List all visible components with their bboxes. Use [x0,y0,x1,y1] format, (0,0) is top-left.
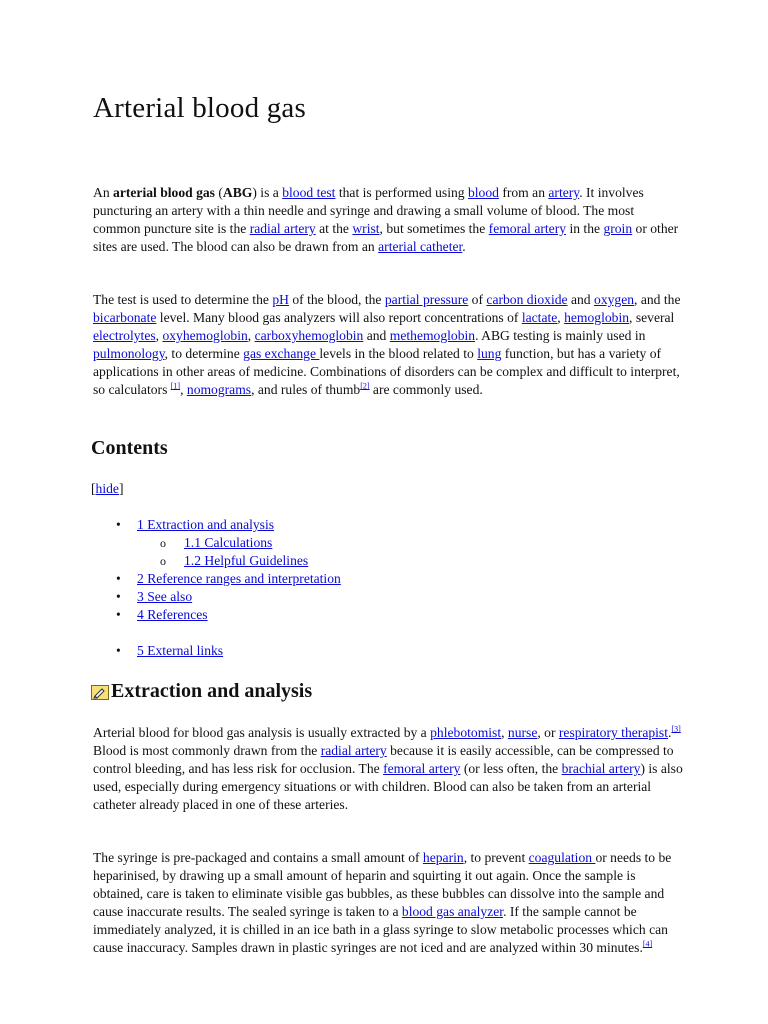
toc-item-external-links [93,642,223,660]
text-run: are commonly used. [369,382,483,397]
extraction-paragraph-2 [93,849,683,957]
text-run: . It involves puncturing an artery with a thin needle and syringe and drawing a small volume of blood. The most common puncture site is the [93,185,644,236]
text-run: ) is also used, especially during emergency situations or with children. Blood can also be taken from an arterial catheter already placed in one of these arteries. [93,761,683,812]
citation-link[interactable]: [4] [642,939,653,949]
text-run: An [93,185,114,200]
toc-link[interactable]: 4 References [137,607,208,622]
text-run: from an [498,185,549,200]
bold-term: arterial blood gas [113,185,215,200]
text-run: ) is a [252,185,283,200]
text-run: , to prevent [463,850,529,865]
citation-superscript [360,381,369,390]
text-run: Blood is most commonly drawn from the [93,743,321,758]
text-run: , [501,725,508,740]
edit-icon[interactable] [91,685,109,700]
inline-link[interactable]: partial pressure [384,292,469,307]
inline-link[interactable]: lung [477,346,502,361]
inline-link[interactable]: groin [603,221,633,236]
text-run: (or less often, the [460,761,562,776]
inline-link[interactable]: blood gas analyzer [401,904,504,919]
inline-link[interactable]: gas exchange [243,346,320,361]
text-run: . If the sample cannot be immediately analyzed, it is chilled in an ice bath in a glass syringe to slow metabolic processes which can cause inaccuracy. Samples drawn in plastic syringes are not iced and are analyzed within 30 minutes. [93,904,668,955]
intro-paragraph-1 [93,184,683,256]
inline-link[interactable]: blood [467,185,499,200]
citation-link[interactable]: [2] [360,381,370,391]
text-run: , but sometimes the [379,221,489,236]
text-run: . ABG testing is mainly used in [475,328,646,343]
citation-link[interactable]: [3] [671,724,681,734]
section-heading-extraction [91,680,312,703]
inline-link[interactable]: pulmonology [93,346,165,361]
inline-link[interactable]: oxygen [594,292,635,307]
section-title-text: Extraction and analysis [111,680,313,702]
inline-link[interactable]: femoral artery [383,761,461,776]
text-run: , and the [634,292,681,307]
inline-link[interactable]: wrist [352,221,380,236]
toc-link[interactable]: 1.1 Calculations [184,535,273,550]
text-run: of [468,292,487,307]
toc-link[interactable]: 1.2 Helpful Guidelines [184,553,309,568]
inline-link[interactable]: lactate [521,310,558,325]
toc-list-2 [93,642,223,660]
inline-link[interactable]: bicarbonate [93,310,157,325]
inline-link[interactable]: carboxyhemoglobin [254,328,364,343]
inline-link[interactable]: heparin [422,850,464,865]
toggle-close-bracket: ] [118,481,124,496]
text-run: , [557,310,565,325]
inline-link[interactable]: pH [272,292,289,307]
text-run: , and rules of thumb [251,382,361,397]
text-run: that is performed using [335,185,468,200]
toc-item-calculations [93,534,341,552]
inline-link[interactable]: brachial artery [561,761,641,776]
text-run: , to determine [164,346,244,361]
toc-link[interactable]: 3 See also [137,589,193,604]
text-run: The syringe is pre-packaged and contains a small amount of [93,850,423,865]
toc-link[interactable]: 1 Extraction and analysis [137,517,275,532]
inline-link[interactable]: nomograms [186,382,252,397]
text-run: , several [629,310,675,325]
text-run: The test is used to determine the [93,292,273,307]
text-run: , or [537,725,559,740]
inline-link[interactable]: nurse [507,725,538,740]
toc-item-guidelines [93,552,341,570]
text-run: levels in the blood related to [319,346,478,361]
citation-superscript [171,381,180,390]
citation-link[interactable]: [1] [170,381,181,391]
citation-superscript [671,724,680,733]
text-run: . [668,725,672,740]
text-run: of the blood, the [288,292,385,307]
toc-item-extraction [93,516,341,534]
text-run: . [462,239,466,254]
inline-link[interactable]: hemoglobin [564,310,630,325]
text-run: ( [214,185,223,200]
inline-link[interactable]: electrolytes [93,328,156,343]
text-run: , [247,328,255,343]
toc-link[interactable]: 2 Reference ranges and interpretation [137,571,341,586]
contents-heading: Contents [91,437,168,459]
inline-link[interactable]: carbon dioxide [486,292,568,307]
toc-list [93,516,341,624]
toggle-open-bracket: [ [91,481,96,496]
inline-link[interactable]: coagulation [528,850,596,865]
inline-link[interactable]: oxyhemoglobin [162,328,248,343]
text-run: level. Many blood gas analyzers will also report concentrations of [156,310,522,325]
hide-toggle-link[interactable]: hide [95,481,119,496]
inline-link[interactable]: radial artery [320,743,387,758]
citation-superscript [643,939,652,948]
toc-item-references [93,606,341,624]
inline-link[interactable]: methemoglobin [389,328,476,343]
inline-link[interactable]: arterial catheter [378,239,463,254]
toc-link[interactable]: 5 External links [137,643,224,658]
toc-item-see-also [93,588,341,606]
inline-link[interactable]: artery [548,185,580,200]
text-run: , [155,328,163,343]
text-run: at the [315,221,353,236]
inline-link[interactable]: respiratory therapist [558,725,668,740]
contents-toggle [91,480,123,498]
bold-term: ABG [222,185,253,200]
extraction-paragraph-1 [93,724,683,814]
inline-link[interactable]: radial artery [249,221,316,236]
inline-link[interactable]: blood test [282,185,336,200]
text-run: or other sites are used. The blood can also be drawn from an [93,221,679,254]
inline-link[interactable]: femoral artery [488,221,567,236]
text-run: in the [566,221,604,236]
text-run: or needs to be heparinised, by drawing up a small amount of heparin and squirting it out again. Once the sample is obtained, care is taken to eliminate visible gas bubbles, as these bubbles can dissolve into the sample and cause inaccurate results. The sealed syringe is taken to a [93,850,672,919]
text-run: Arterial blood for blood gas analysis is usually extracted by a [93,725,431,740]
text-run: function, but has a variety of applications in other areas of medicine. Combinations of disorders can be complex and difficult to interpret, so calculators [93,346,680,397]
text-run: because it is easily accessible, can be compressed to control bleeding, and has less risk for occlusion. The [93,743,674,776]
text-run: , [180,382,187,397]
page-title: Arterial blood gas [93,92,306,124]
text-run: and [567,292,595,307]
intro-paragraph-2 [93,291,683,399]
text-run: and [363,328,390,343]
inline-link[interactable]: phlebotomist [430,725,502,740]
toc-item-reference-ranges [93,570,341,588]
